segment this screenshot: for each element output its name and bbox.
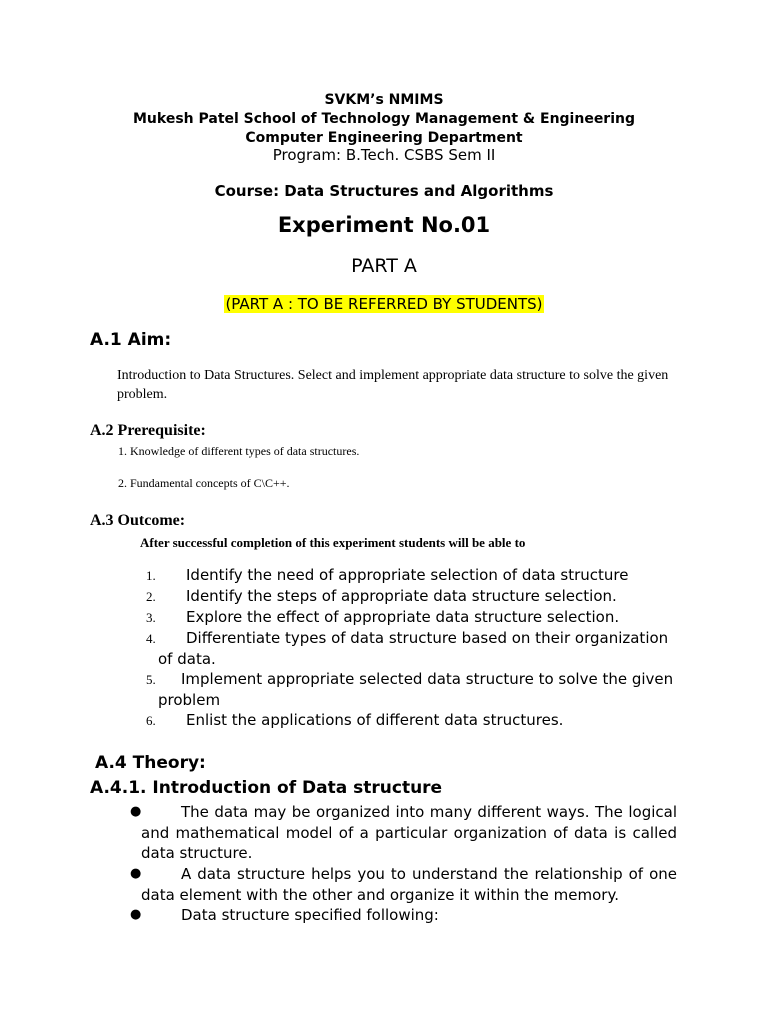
outcome-item-number: 1. [146,568,156,583]
school-name: Mukesh Patel School of Technology Management & Engineering [132,111,636,127]
outcome-intro: After successful completion of this experiment students will be able to [140,535,526,550]
outcome-item-text: Implement appropriate selected data structure to solve the given [181,670,674,688]
outcome-item-text: Differentiate types of data structure based on their organization [186,629,669,647]
outcome-item-number: 5. [146,672,156,687]
prerequisite-heading: A.2 Prerequisite: [90,422,206,439]
bullet-icon: ● [130,804,142,819]
outcome-item-text: Identify the steps of appropriate data structure selection. [186,587,617,605]
outcome-item-number: 4. [146,631,156,646]
department-name: Computer Engineering Department [245,130,523,146]
outcome-item-number: 3. [146,610,156,625]
course-title: Course: Data Structures and Algorithms [214,182,554,200]
theory-subheading: A.4.1. Introduction of Data structure [90,778,443,798]
outcome-item-text: Identify the need of appropriate selection of data structure [186,566,629,584]
outcome-item-continuation: of data. [158,650,216,668]
prerequisite-item: 2. Fundamental concepts of C\C++. [118,476,290,490]
experiment-title: Experiment No.01 [277,213,491,237]
part-title: PART A [351,255,417,277]
prerequisite-item: 1. Knowledge of different types of data structures. [118,444,360,458]
outcome-item-text: Explore the effect of appropriate data structure selection. [186,608,620,626]
outcome-item-continuation: problem [158,691,221,709]
program-line: Program: B.Tech. CSBS Sem II [272,146,496,164]
theory-bullet-text: Data structure specified following: [181,906,439,924]
outcome-heading: A.3 Outcome: [90,512,186,529]
theory-bullet-text: A data structure helps you to understand the relationship of one data element with the other and organize it within the memory. [141,865,677,904]
theory-bullet-text: The data may be organized into many different ways. The logical and mathematical model of a particular organization of data is called data structure. [141,803,677,863]
outcome-item-text: Enlist the applications of different data structures. [186,711,564,729]
bullet-icon: ● [130,907,142,922]
org-name: SVKM’s NMIMS [324,92,444,108]
aim-heading: A.1 Aim: [90,330,172,350]
aim-text: Introduction to Data Structures. Select and implement appropriate data structure to solve the given problem. [117,368,669,402]
part-note-highlight: (PART A : TO BE REFERRED BY STUDENTS) [225,295,543,313]
part-note-row [0,294,768,313]
theory-heading: A.4 Theory: [95,753,206,773]
outcome-item-number: 6. [146,713,156,728]
outcome-item-number: 2. [146,589,156,604]
bullet-icon: ● [130,866,142,881]
